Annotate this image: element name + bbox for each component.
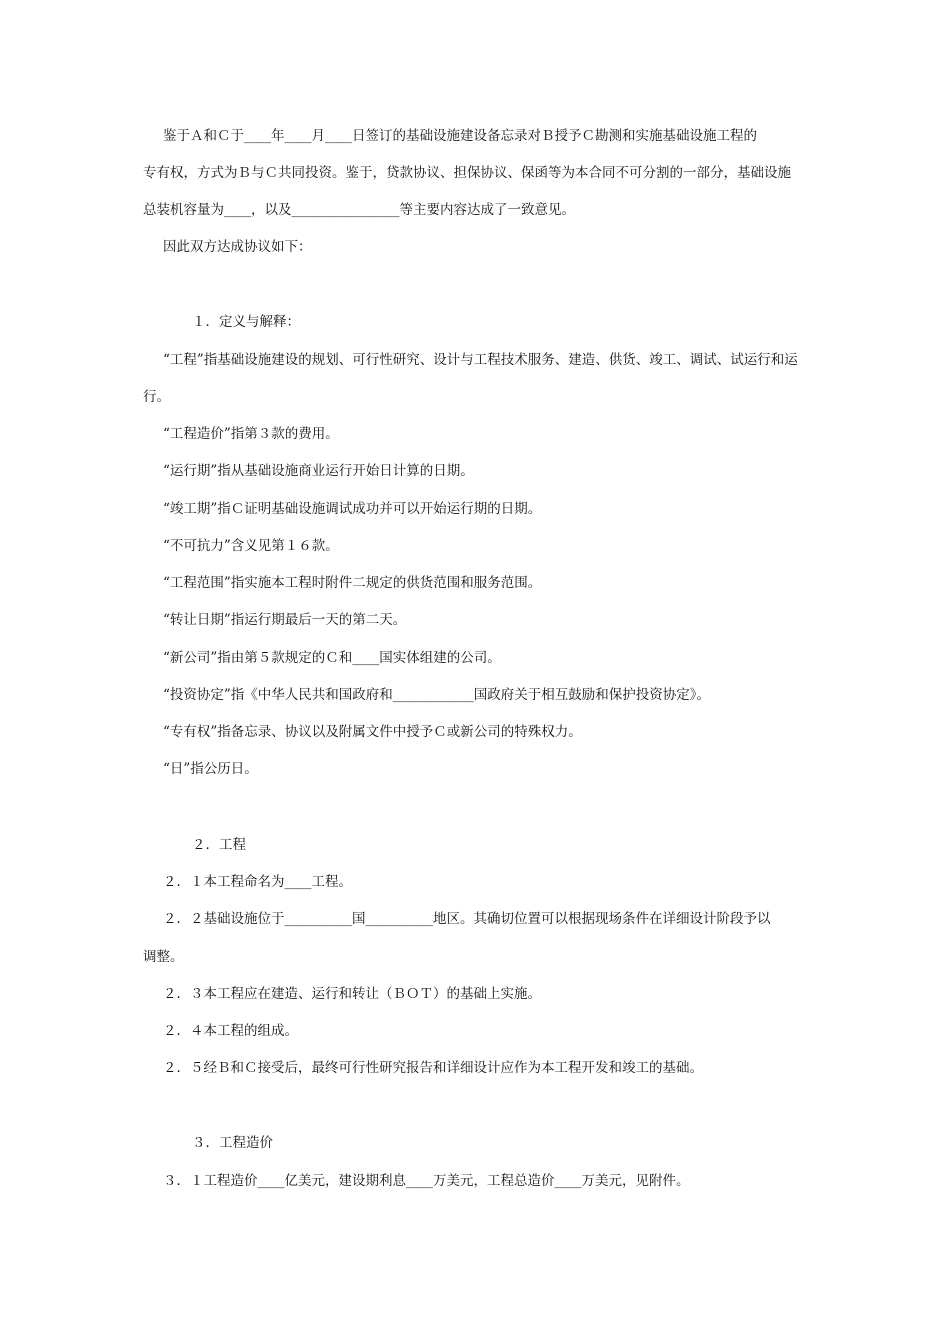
section-heading-3: ３．工程造价 [192, 1135, 273, 1151]
definition-exclusive-right: “专有权”指备忘录、协议以及附属文件中授予Ｃ或新公司的特殊权力。 [163, 724, 582, 740]
clause-2-2-line-2: 调整。 [143, 949, 184, 965]
definition-operation-period: “运行期”指从基础设施商业运行开始日计算的日期。 [163, 463, 474, 479]
clause-3-1: ３．１工程造价____亿美元，建设期利息____万美元，工程总造价____万美元，见附件。 [163, 1173, 690, 1189]
definition-engineering-2: 行。 [143, 389, 170, 405]
definition-engineering-1: “工程”指基础设施建设的规划、可行性研究、设计与工程技术服务、建造、供货、竣工、调试、试运行和运 [163, 352, 798, 368]
definition-completion-period: “竣工期”指Ｃ证明基础设施调试成功并可以开始运行期的日期。 [163, 501, 542, 517]
preamble-line-3: 总装机容量为____，以及________________等主要内容达成了一致意见。 [143, 202, 575, 218]
clause-2-5: ２．５经Ｂ和Ｃ接受后，最终可行性研究报告和详细设计应作为本工程开发和竣工的基础。 [163, 1060, 703, 1076]
clause-2-1: ２．１本工程命名为____工程。 [163, 874, 352, 890]
section-heading-1: １．定义与解释： [192, 314, 300, 330]
definition-investment-agreement: “投资协定”指《中华人民共和国政府和____________国政府关于相互鼓励和保护投资协定》。 [163, 687, 711, 703]
definition-new-company: “新公司”指由第５款规定的Ｃ和____国实体组建的公司。 [163, 650, 501, 666]
clause-2-2-line-1: ２．２基础设施位于__________国__________地区。其确切位置可以根据现场条件在详细设计阶段予以 [163, 911, 771, 927]
definition-force-majeure: “不可抗力”含义见第１６款。 [163, 538, 339, 554]
definition-day: “日”指公历日。 [163, 761, 258, 777]
clause-2-4: ２．４本工程的组成。 [163, 1023, 298, 1039]
preamble-line-1: 鉴于Ａ和Ｃ于____年____月____日签订的基础设施建设备忘录对Ｂ授予Ｃ勘测和实施基础设施工程的 [163, 128, 757, 144]
definition-cost: “工程造价”指第３款的费用。 [163, 426, 339, 442]
clause-2-3: ２．３本工程应在建造、运行和转让（ＢＯＴ）的基础上实施。 [163, 986, 541, 1002]
definition-scope: “工程范围”指实施本工程时附件二规定的供货范围和服务范围。 [163, 575, 542, 591]
agreement-intro: 因此双方达成协议如下： [163, 239, 312, 255]
definition-transfer-date: “转让日期”指运行期最后一天的第二天。 [163, 612, 407, 628]
preamble-line-2: 专有权，方式为Ｂ与Ｃ共同投资。鉴于，贷款协议、担保协议、保函等为本合同不可分割的一部分，基础设施 [143, 165, 791, 181]
section-heading-2: ２．工程 [192, 837, 246, 853]
